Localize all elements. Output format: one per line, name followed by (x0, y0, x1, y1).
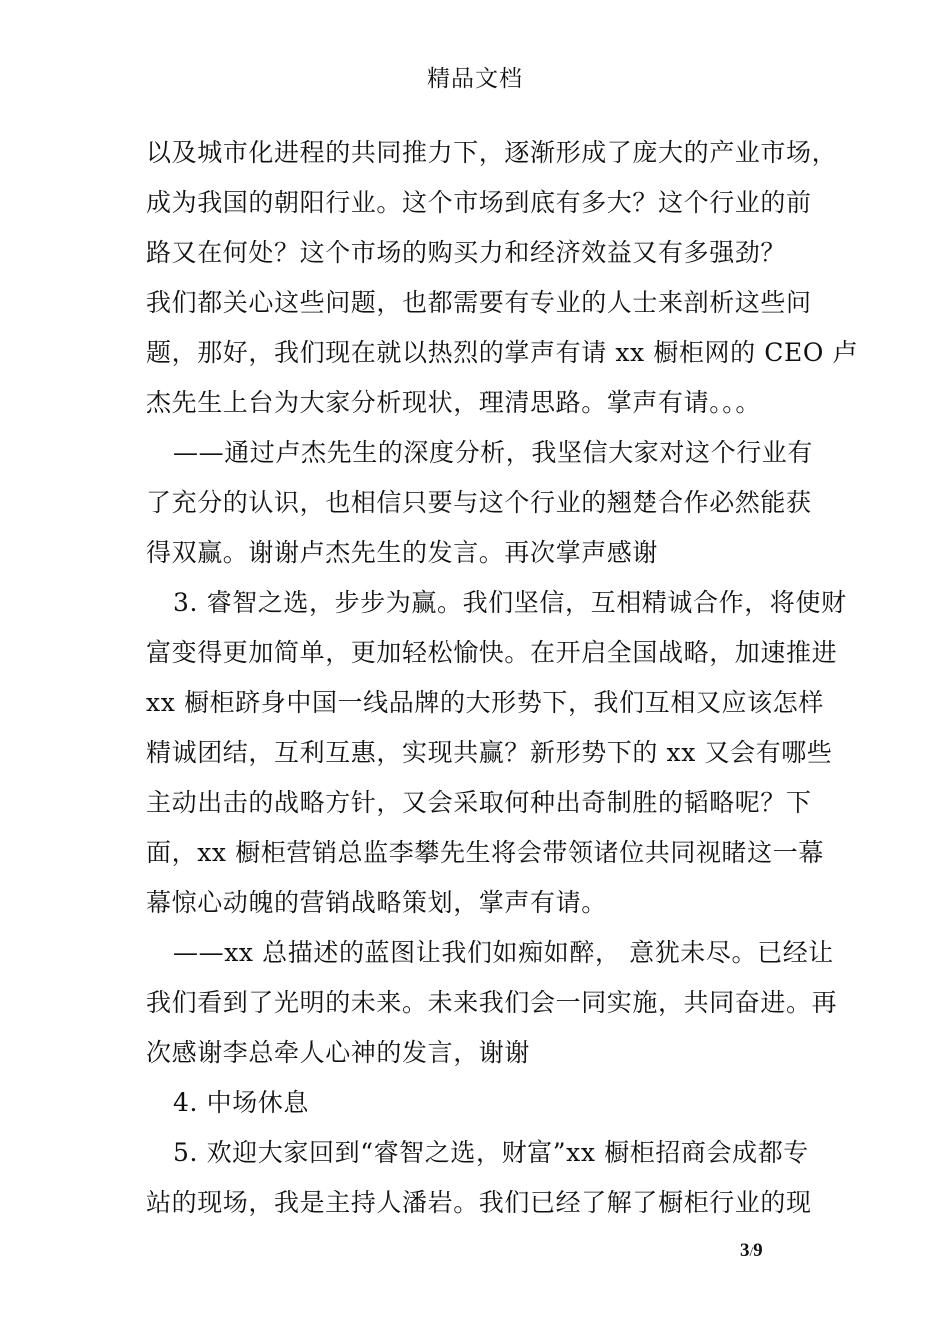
text-line: 我们都关心这些问题，也都需要有专业的人士来剖析这些问 (146, 288, 812, 317)
text-line: 得双赢。谢谢卢杰先生的发言。再次掌声感谢 (146, 538, 659, 567)
page-number (740, 1238, 763, 1265)
paragraph-start-line: ——xx 总描述的蓝图让我们如痴如醉， 意犹未尽。已经让 (173, 938, 834, 967)
text-line: 题，那好，我们现在就以热烈的掌声有请 xx 橱柜网的 CEO 卢 (146, 338, 859, 367)
paragraph-start-line: 3. 睿智之选，步步为赢。我们坚信，互相精诚合作，将使财 (173, 588, 847, 617)
text-line: 主动出击的战略方针，又会采取何种出奇制胜的韬略呢？下 (146, 788, 812, 817)
document-body (146, 128, 859, 1228)
text-line: 我们看到了光明的未来。未来我们会一同实施，共同奋进。再 (146, 988, 838, 1017)
page-total: 9 (753, 1240, 763, 1261)
text-line: 精诚团结，互利互惠，实现共赢？新形势下的 xx 又会有哪些 (146, 738, 833, 767)
page-current: 3 (740, 1240, 750, 1261)
text-line: 面，xx 橱柜营销总监李攀先生将会带领诸位共同视睹这一幕 (146, 838, 824, 867)
page-separator: / (749, 1244, 754, 1259)
paragraph-start-line: 4. 中场休息 (173, 1088, 309, 1117)
text-line: 次感谢李总牵人心神的发言，谢谢 (146, 1038, 531, 1067)
text-line: 站的现场，我是主持人潘岩。我们已经了解了橱柜行业的现 (146, 1188, 812, 1217)
text-line: 幕惊心动魄的营销战略策划，掌声有请。 (146, 888, 607, 917)
text-line: 杰先生上台为大家分析现状，理清思路。掌声有请。。。 (146, 388, 762, 417)
text-line: 以及城市化进程的共同推力下，逐渐形成了庞大的产业市场， (146, 138, 838, 167)
text-line: 了充分的认识，也相信只要与这个行业的翘楚合作必然能获 (146, 488, 812, 517)
text-line: 富变得更加简单，更加轻松愉快。在开启全国战略，加速推进 (146, 638, 838, 667)
page-header-title: 精品文档 (427, 66, 523, 92)
text-line: 成为我国的朝阳行业。这个市场到底有多大？这个行业的前 (146, 188, 812, 217)
paragraph-start-line: ——通过卢杰先生的深度分析，我坚信大家对这个行业有 (173, 438, 814, 467)
text-line: 路又在何处？这个市场的购买力和经济效益又有多强劲？ (146, 238, 787, 267)
text-line: xx 橱柜跻身中国一线品牌的大形势下，我们互相又应该怎样 (146, 688, 824, 717)
paragraph-start-line: 5. 欢迎大家回到“睿智之选，财富”xx 橱柜招商会成都专 (173, 1138, 809, 1167)
